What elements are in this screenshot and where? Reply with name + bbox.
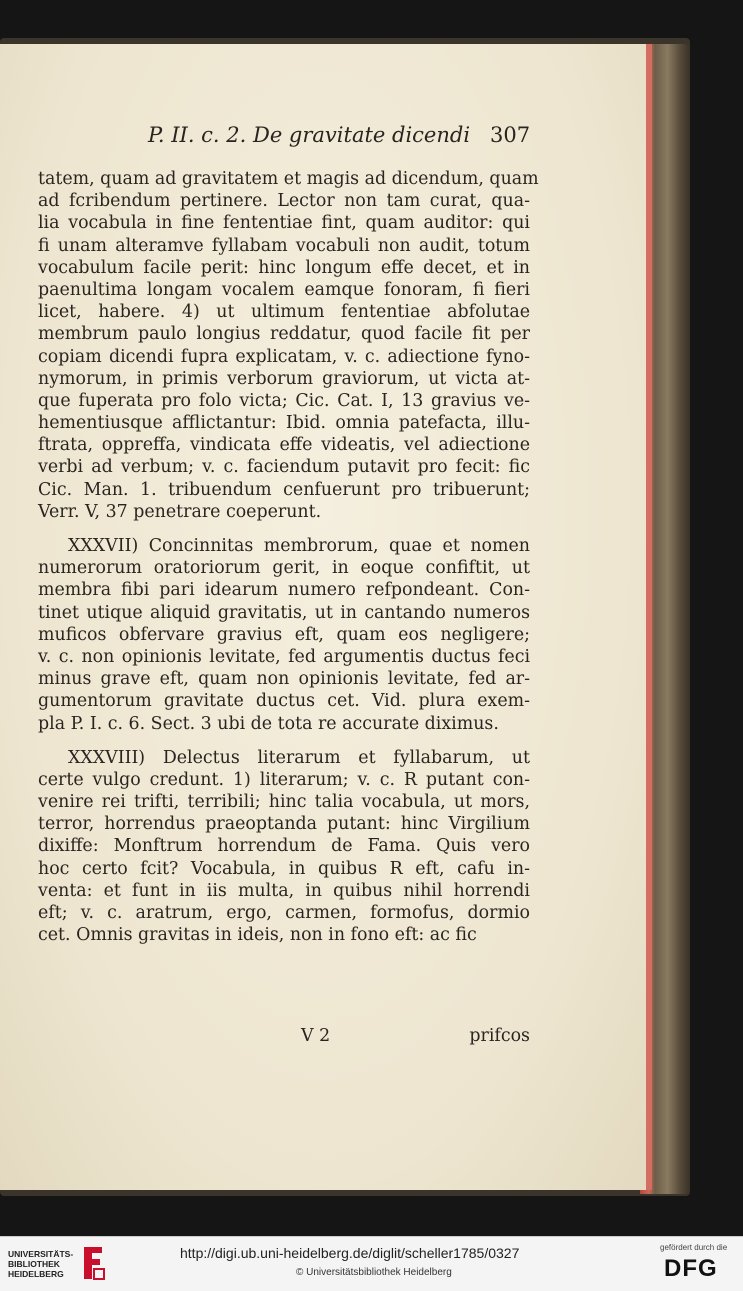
- text-line: XXXVII) Concinnitas membrorum, quae et nomen: [68, 536, 530, 556]
- paragraph-gap: [38, 523, 530, 535]
- text-line: eft; v. c. aratrum, ergo, carmen, formofus, dormio: [38, 903, 530, 923]
- text-line: licet, habere. 4) ut ultimum fententiae abfolutae: [38, 302, 530, 323]
- text-line: membrum paulo longius reddatur, quod facile fit per: [38, 324, 530, 345]
- text-line: v. c. non opinionis levitate, fed argumentis ductus feci: [38, 646, 530, 667]
- text-line: cet. Omnis gravitas in ideis, non in fono eft: ac fic: [38, 925, 477, 946]
- text-line: nymorum, in primis verborum graviorum, ut victa at-: [38, 368, 530, 389]
- viewer-footer: [0, 1236, 743, 1291]
- text-line: hementiusque afflictantur: Ibid. omnia patefacta, illu-: [38, 413, 530, 434]
- text-line: Verr. V, 37 penetrare coeperunt.: [38, 501, 322, 522]
- text-line: minus grave eft, quam non opinionis levitate, fed ar-: [38, 669, 530, 690]
- library-name: UNIVERSITÄTS- BIBLIOTHEK HEIDELBERG: [8, 1249, 74, 1279]
- text-line: hoc certo fcit? Vocabula, in quibus R eft, cafu in-: [38, 858, 530, 879]
- text-line: lia vocabula in fine fententiae fint, quam auditor: qui: [38, 213, 530, 234]
- paragraph-gap: [38, 735, 530, 747]
- page-url[interactable]: http://digi.ub.uni-heidelberg.de/diglit/scheller1785/0327: [180, 1245, 520, 1261]
- running-head-title: P. II. c. 2. De gravitate dicendi: [148, 123, 471, 147]
- dfg-logo[interactable]: DFG: [664, 1255, 718, 1282]
- text-line: fi unam alteramve fyllabam vocabuli non audit, totum: [38, 235, 530, 256]
- library-logo[interactable]: [8, 1245, 108, 1283]
- text-line: ftrata, oppreffa, vindicata effe videatis, vel adiectione: [38, 435, 530, 456]
- library-emblem-icon: [80, 1245, 106, 1281]
- signature-mark: V 2: [301, 1026, 331, 1046]
- text-line: venta: et funt in iis multa, in quibus nihil horrendi: [38, 880, 530, 901]
- text-line: verbi ad verbum; v. c. faciendum putavit pro fecit: fic: [38, 457, 530, 478]
- text-line: dixiffe: Monftrum horrendum de Fama. Quis vero: [38, 836, 530, 857]
- text-line: vocabulum facile perit: hinc longum effe decet, et in: [38, 257, 530, 278]
- body-text: [38, 168, 539, 946]
- text-line: que fuperata pro folo victa; Cic. Cat. I, 13 gravius ve-: [38, 390, 530, 411]
- text-line: muficos obfervare gravius eft, quam eos negligere;: [38, 624, 530, 645]
- text-line: pla P. I. c. 6. Sect. 3 ubi de tota re accurate diximus.: [38, 713, 499, 734]
- text-line: ad fcribendum pertinere. Lector non tam curat, qua-: [38, 191, 530, 212]
- text-line: numerorum oratoriorum gerit, in eoque confiftit, ut: [38, 558, 530, 579]
- text-line: XXXVIII) Delectus literarum et fyllabarum, ut: [68, 747, 530, 768]
- text-line: membra fibi pari idearum numero refpondeant. Con-: [38, 580, 530, 601]
- text-line: venire rei trifti, terribili; hinc talia vocabula, ut mors,: [38, 792, 530, 813]
- text-line: gumentorum gravitate ductus cet. Vid. plura exem-: [38, 691, 530, 712]
- text-line: Cic. Man. 1. tribuendum cenfuerunt pro tribuerunt;: [38, 479, 530, 500]
- funder-note: gefördert durch die: [660, 1243, 728, 1252]
- catch-line: [38, 1026, 530, 1050]
- text-line: tinet utique aliquid gravitatis, ut in cantando numeros: [38, 602, 530, 623]
- running-head: [0, 123, 652, 153]
- catchword: prifcos: [469, 1026, 530, 1046]
- text-line: paenultima longam vocalem eamque fonoram, fi fieri: [38, 279, 530, 300]
- text-line: copiam dicendi fupra explicatam, v. c. adiectione fyno-: [38, 346, 530, 367]
- text-line: certe vulgo credunt. 1) literarum; v. c. R putant con-: [38, 769, 530, 790]
- page-number: 307: [490, 123, 531, 147]
- text-line: tatem, quam ad gravitatem et magis ad dicendum, quam: [38, 169, 539, 189]
- text-line: terror, horrendus praeoptanda putant: hinc Virgilium: [38, 814, 530, 835]
- copyright-notice: © Universitätsbibliothek Heidelberg: [296, 1267, 452, 1278]
